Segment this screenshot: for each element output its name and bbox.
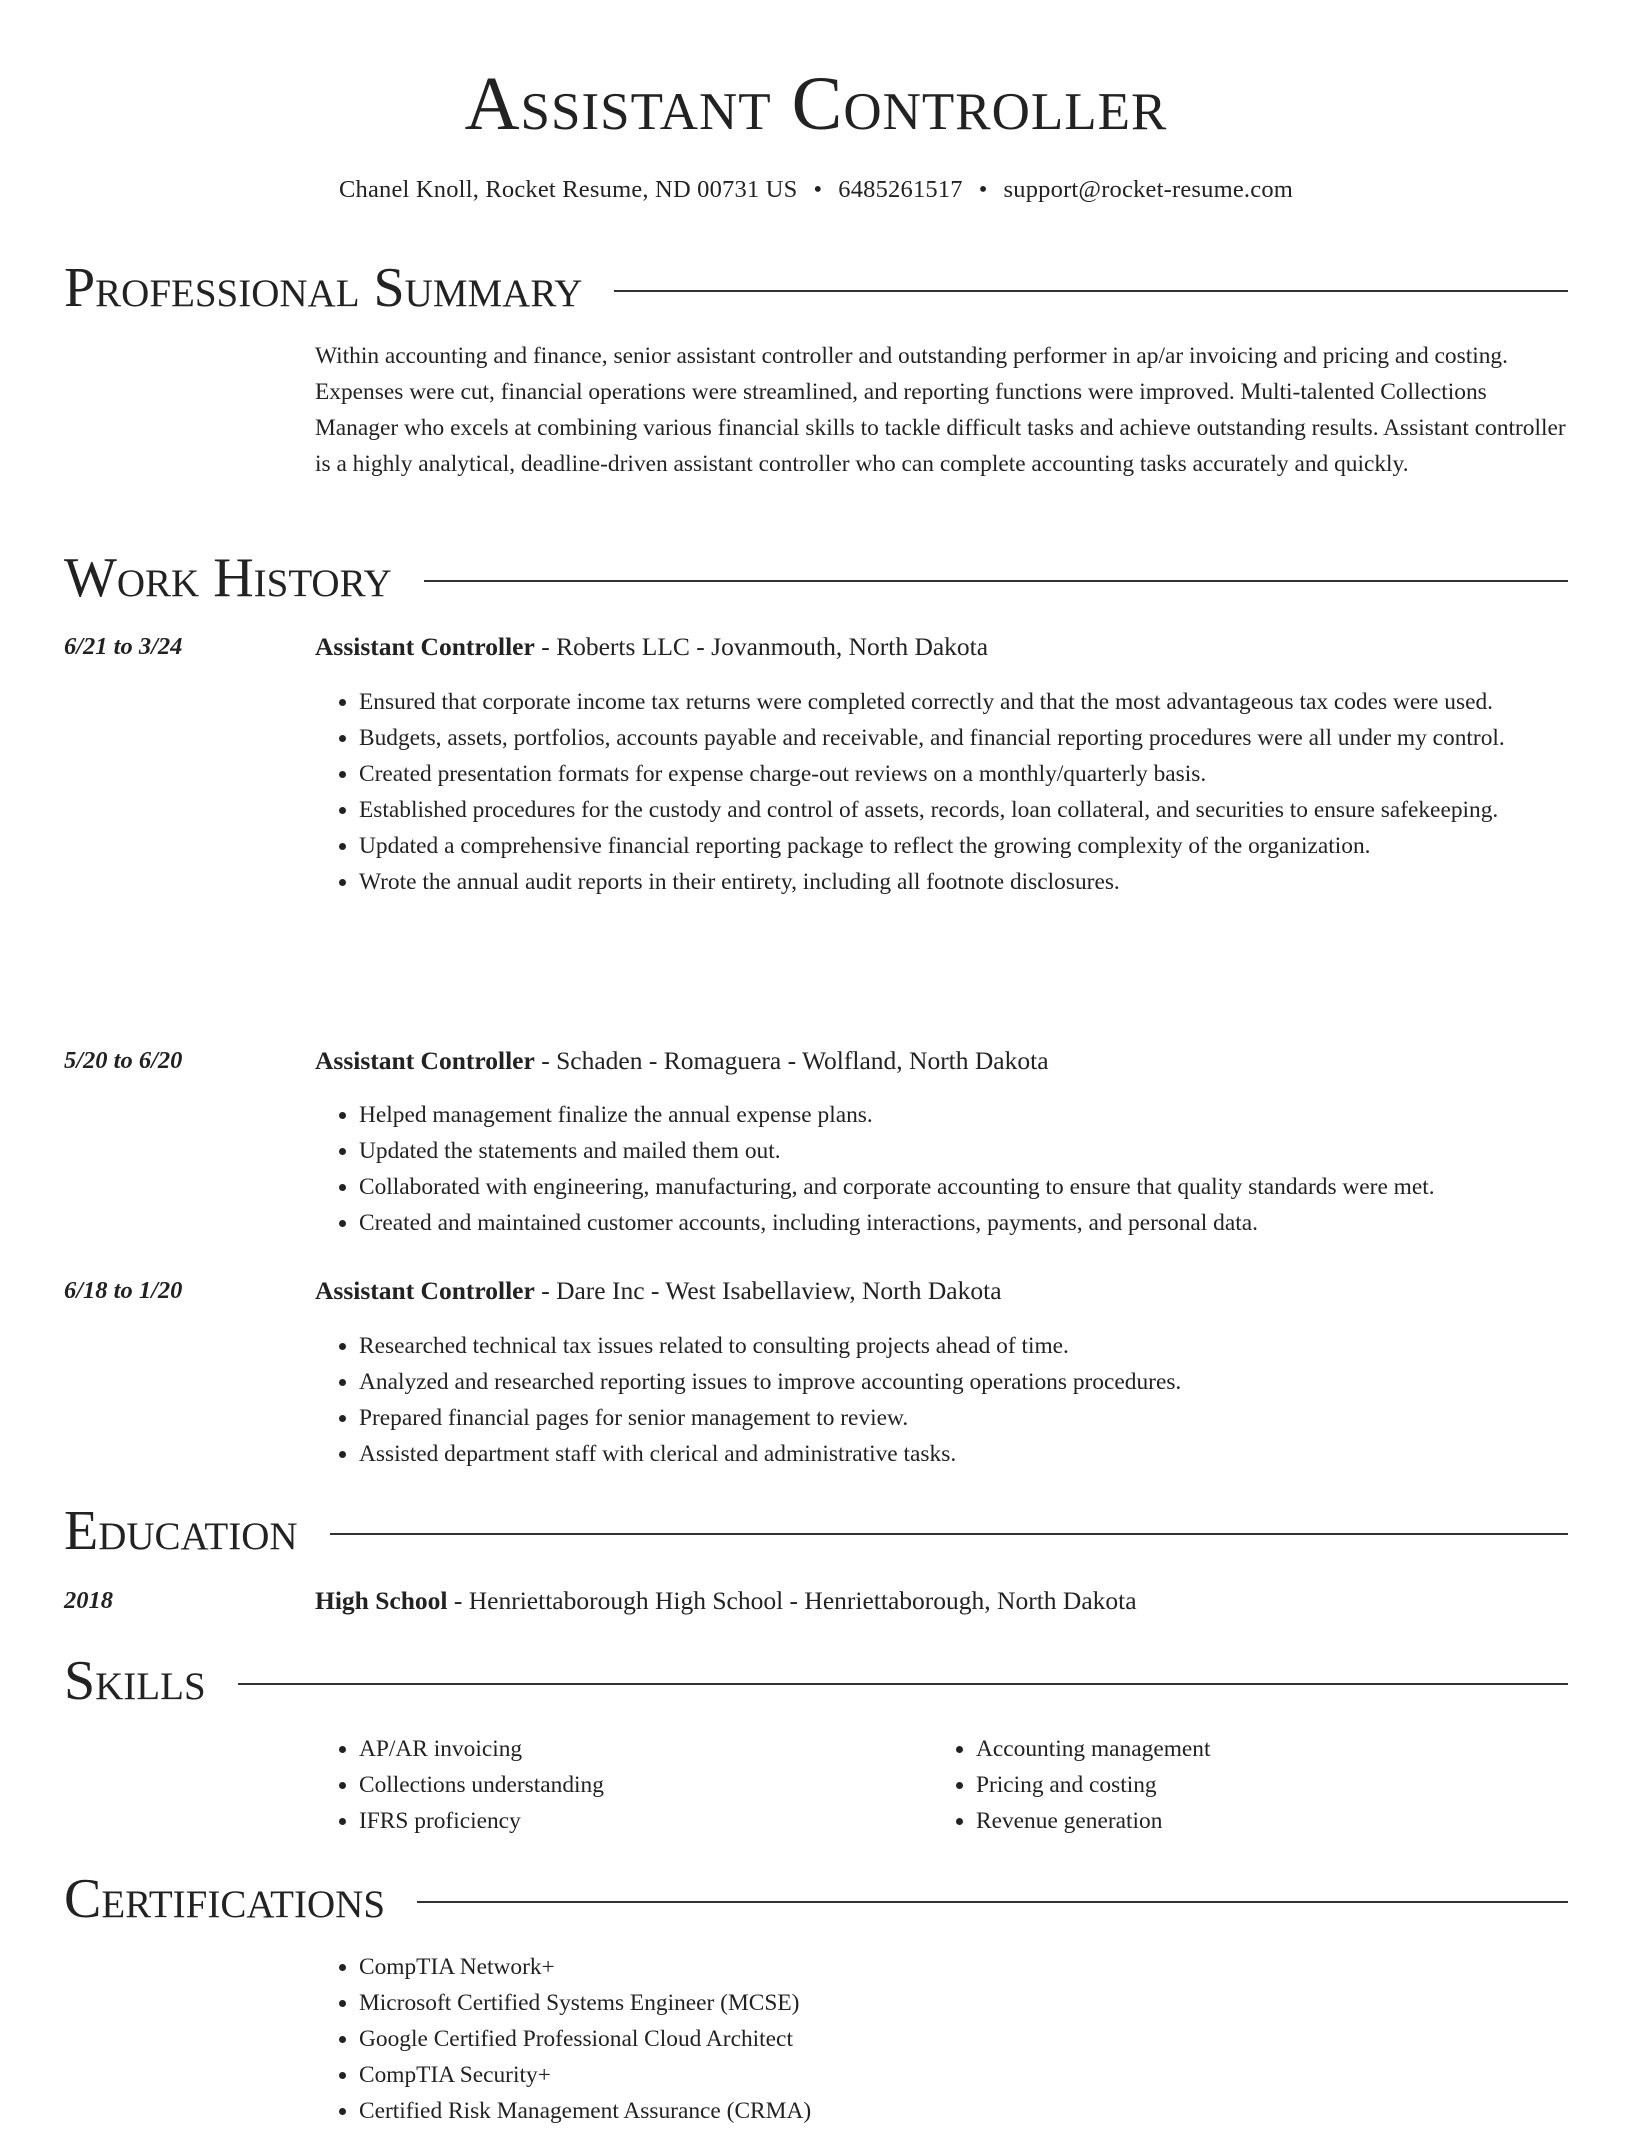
job-bullet-list [315,1097,1568,1241]
job-bullet: • Created presentation formats for expense charge-out reviews on a monthly/quarterly basis. [359,756,1568,792]
contact-address: Chanel Knoll, Rocket Resume, ND 00731 US [338,176,798,203]
job-employer: - Schaden - Romaguera - Wolfland, North Dakota [534,1046,1049,1075]
job-dates: 5/20 to 6/20 [64,1047,183,1074]
job-title: Assistant Controller [315,1046,535,1075]
job-bullet: • Prepared financial pages for senior management to review. [359,1400,1568,1436]
certification-item: • Certified Risk Management Assurance (CRMA) [359,2093,1568,2129]
section-title: Professional Summary [64,257,583,319]
skill-item: • Collections understanding [359,1767,1568,1803]
certifications-section-header [64,1866,1568,1932]
job-bullet: • Assisted department staff with clerical and administrative tasks. [359,1436,1568,1472]
education-school: - Henriettaborough High School - Henriettaborough, North Dakota [447,1586,1137,1615]
job-bullet-list [315,1328,1568,1472]
skills-section-header [64,1648,1568,1714]
summary-text: Within accounting and finance, senior assistant controller and outstanding performer in ap/ar invoicing and pricing and costing. Expenses were cut, financial operations were streamlined, and reporting functions were improved. Multi-talented Collections Manager who excels at combining various financial skills to tackle difficult tasks and achieve outstanding results. Assistant controller is a highly analytical, deadline-driven assistant controller who can complete accounting tasks accurately and quickly. [315,343,1566,477]
section-divider [424,580,1568,582]
certification-item: • CompTIA Network+ [359,1949,1568,1985]
job-employer: - Dare Inc - West Isabellaview, North Dakota [534,1276,1002,1305]
work-section-header [64,545,1568,611]
job-dates: 6/18 to 1/20 [64,1277,183,1304]
separator-dot: • [978,176,988,203]
job-bullet: • Updated a comprehensive financial reporting package to reflect the growing complexity of the organization. [359,828,1568,864]
contact-line [0,172,1632,208]
separator-dot: • [813,176,823,203]
certification-item: • Google Certified Professional Cloud Architect [359,2021,1568,2057]
summary-section-header [64,255,1568,321]
section-divider [614,290,1568,292]
section-title: Certifications [64,1868,386,1930]
job-header [315,629,1568,665]
section-title: Education [64,1500,298,1562]
job-employer: - Roberts LLC - Jovanmouth, North Dakota [534,632,989,661]
job-bullet: • Budgets, assets, portfolios, accounts payable and receivable, and financial reporting procedures were all under my control. [359,720,1568,756]
education-section-header [64,1498,1568,1564]
section-title: Work History [64,547,392,609]
job-bullet: • Helped management finalize the annual expense plans. [359,1097,1568,1133]
section-divider [330,1533,1568,1535]
section-divider [417,1901,1568,1903]
certification-item: • Microsoft Certified Systems Engineer (MCSE) [359,1985,1568,2021]
resume-title: Assistant Controller [464,62,1168,146]
skill-item: • Accounting management [976,1731,1632,1767]
job-bullet: • Researched technical tax issues related to consulting projects ahead of time. [359,1328,1568,1364]
skill-item: • AP/AR invoicing [359,1731,1568,1767]
job-header [315,1043,1568,1079]
certification-item: • CompTIA Security+ [359,2057,1568,2093]
education-entry [315,1583,1568,1619]
job-bullet: • Created and maintained customer accounts, including interactions, payments, and personal data. [359,1205,1568,1241]
contact-email: support@rocket-resume.com [1003,176,1294,203]
skill-item: • Revenue generation [976,1803,1632,1839]
education-year: 2018 [64,1587,113,1614]
job-title: Assistant Controller [315,632,535,661]
job-dates: 6/21 to 3/24 [64,633,183,660]
section-title: Skills [64,1650,206,1712]
education-degree: High School [315,1586,448,1615]
job-bullet-list [315,684,1568,900]
job-bullet: • Wrote the annual audit reports in their entirety, including all footnote disclosures. [359,864,1568,900]
job-bullet: • Updated the statements and mailed them out. [359,1133,1568,1169]
skill-item: • Pricing and costing [976,1767,1632,1803]
job-header [315,1273,1568,1309]
certifications-list [315,1949,1568,2129]
job-bullet: • Collaborated with engineering, manufacturing, and corporate accounting to ensure that quality standards were met. [359,1169,1568,1205]
job-bullet: • Analyzed and researched reporting issues to improve accounting operations procedures. [359,1364,1568,1400]
contact-phone: 6485261517 [838,176,963,203]
job-bullet: • Ensured that corporate income tax returns were completed correctly and that the most advantageous tax codes were used. [359,684,1568,720]
job-bullet: • Established procedures for the custody and control of assets, records, loan collateral, and securities to ensure safekeeping. [359,792,1568,828]
skill-item: • IFRS proficiency [359,1803,1568,1839]
skills-list-right [932,1731,1632,1839]
section-divider [238,1683,1568,1685]
job-title: Assistant Controller [315,1276,535,1305]
